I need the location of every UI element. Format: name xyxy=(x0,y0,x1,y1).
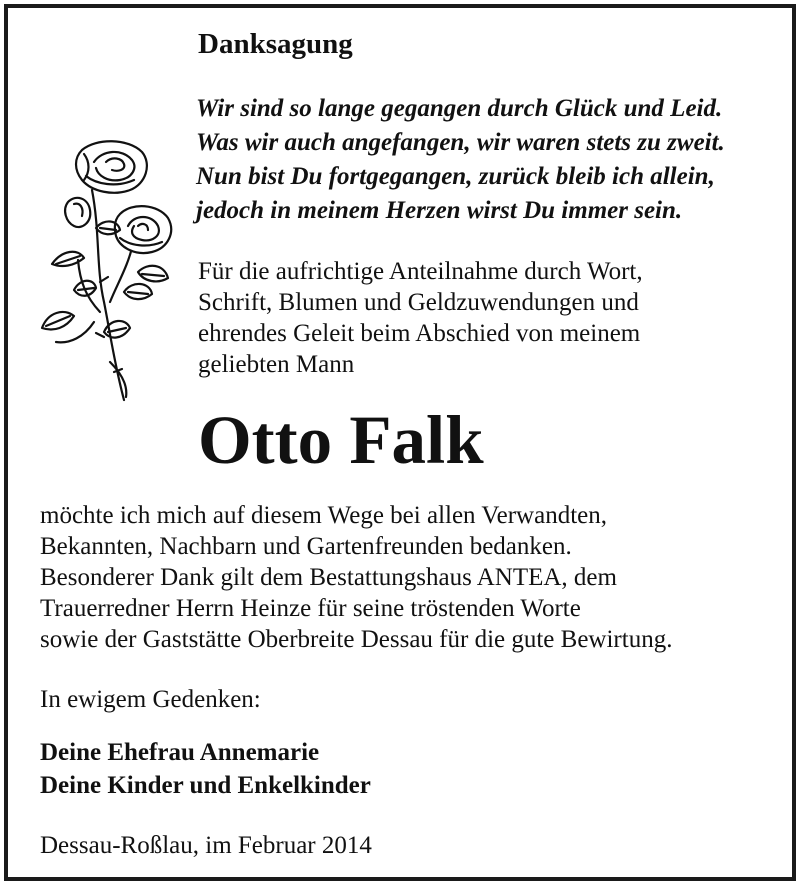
signer-line: Deine Kinder und Enkelkinder xyxy=(40,772,371,799)
obituary-notice-frame xyxy=(4,4,796,881)
poem-line: Nun bist Du fortgegangen, zurück bleib ich allein, xyxy=(196,163,715,190)
notice-heading: Danksagung xyxy=(198,28,353,60)
body-line: Trauerredner Herrn Heinze für seine tröstenden Worte xyxy=(40,595,581,622)
rose-icon xyxy=(34,132,184,407)
memorial-poem xyxy=(196,92,725,228)
signers xyxy=(40,736,371,802)
thanks-body xyxy=(40,500,672,655)
closing-line: In ewigem Gedenken: xyxy=(40,686,261,713)
poem-line: jedoch in meinem Herzen wirst Du immer sein. xyxy=(196,197,683,224)
thanks-line: geliebten Mann xyxy=(198,351,355,378)
poem-line: Wir sind so lange gegangen durch Glück und Leid. xyxy=(196,95,723,122)
deceased-name: Otto Falk xyxy=(198,402,484,478)
poem-line: Was wir auch angefangen, wir waren stets zu zweit. xyxy=(196,129,725,156)
body-line: sowie der Gaststätte Oberbreite Dessau für die gute Bewirtung. xyxy=(40,626,673,653)
thanks-line: ehrendes Geleit beim Abschied von meinem xyxy=(198,320,641,347)
body-line: Besonderer Dank gilt dem Bestattungshaus ANTEA, dem xyxy=(40,564,617,591)
signer-line: Deine Ehefrau Annemarie xyxy=(40,739,320,766)
body-line: möchte ich mich auf diesem Wege bei allen Verwandten, xyxy=(40,502,608,529)
thanks-line: Für die aufrichtige Anteilnahme durch Wort, xyxy=(198,258,643,285)
body-line: Bekannten, Nachbarn und Gartenfreunden bedanken. xyxy=(40,533,572,560)
place-date: Dessau-Roßlau, im Februar 2014 xyxy=(40,832,372,859)
thanks-intro xyxy=(198,256,643,380)
thanks-line: Schrift, Blumen und Geldzuwendungen und xyxy=(198,289,639,316)
